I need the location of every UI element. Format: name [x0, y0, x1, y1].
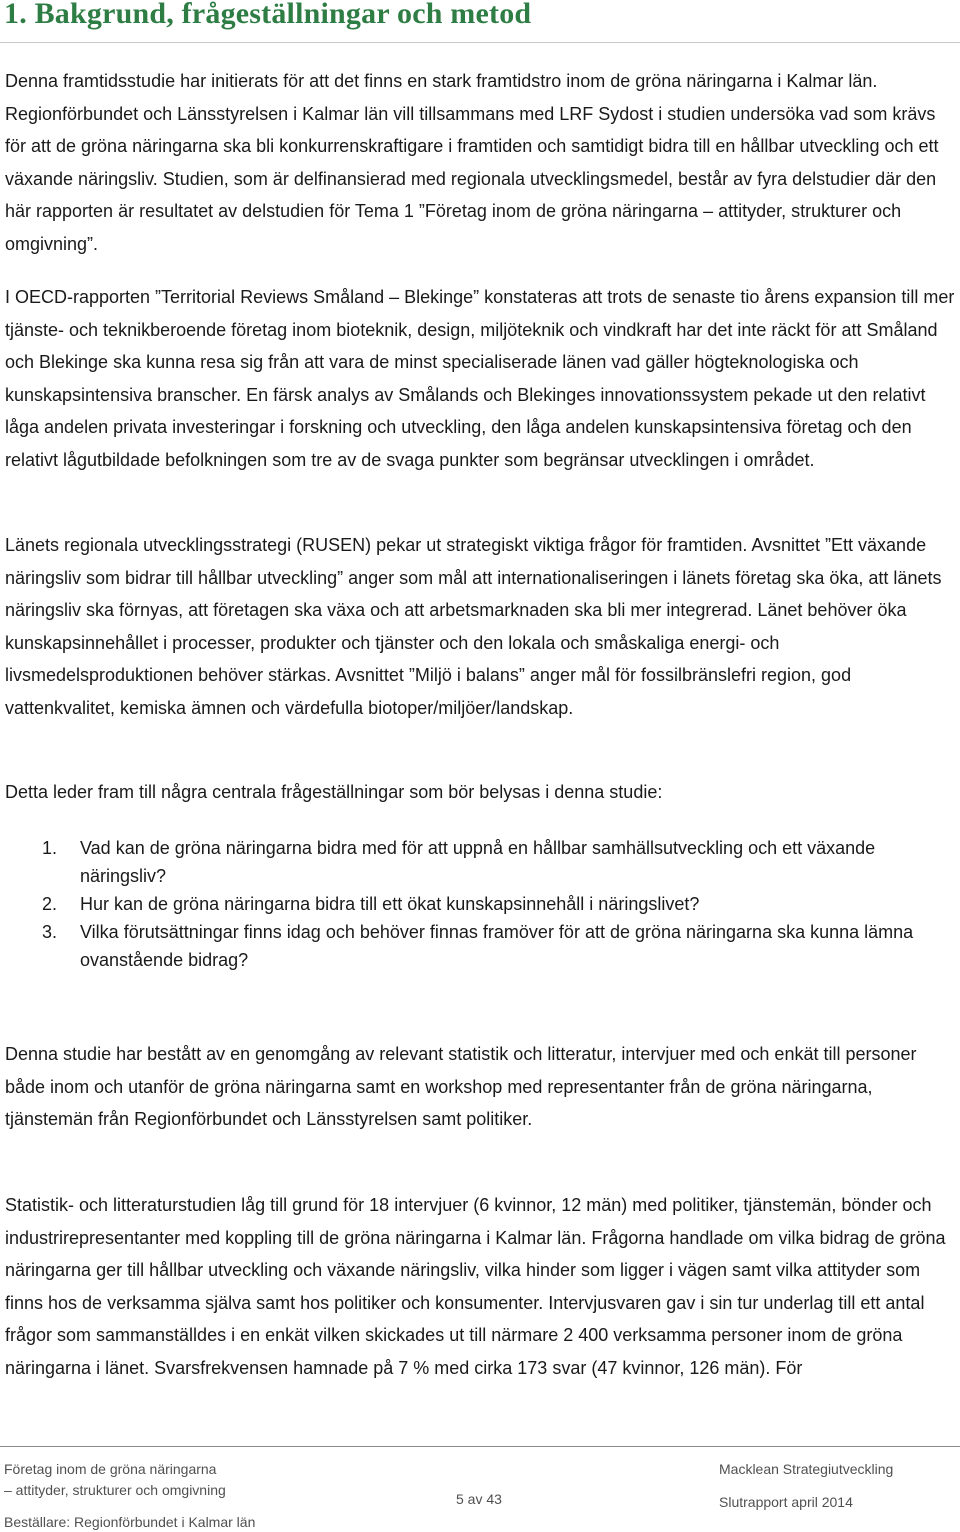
list-item — [5, 918, 959, 974]
list-item-number: 2. — [42, 894, 58, 914]
list-item — [5, 890, 959, 918]
footer-rule — [0, 1446, 960, 1447]
paragraph-questions-intro: Detta leder fram till några centrala frågeställningar som bör belysas i denna studie: — [5, 782, 663, 802]
paragraph-method: Denna studie har bestått av en genomgång av relevant statistik och litteratur, intervjuer med och enkät till personer både inom och utanför de gröna näringarna samt en workshop med representanter från de gröna näringarna, tjänstemän från Regionförbundet och Länsstyrelsen samt politiker. — [5, 1044, 917, 1129]
footer-report-title: Företag inom de gröna näringarna — [4, 1461, 217, 1477]
footer-client: Beställare: Regionförbundet i Kalmar län — [4, 1514, 256, 1530]
footer-report-date: Slutrapport april 2014 — [719, 1494, 853, 1510]
list-item-number: 1. — [42, 838, 58, 858]
list-item — [5, 834, 959, 890]
footer-report-subtitle: – attityder, strukturer och omgivning — [4, 1482, 226, 1498]
paragraph-background: Denna framtidsstudie har initierats för att det finns en stark framtidstro inom de gröna näringarna i Kalmar län. Regionförbundet och Länsstyrelsen i Kalmar län vill tillsammans med LRF Sydost i studien undersöka vad som krävs för att de gröna näringarna ska bli konkurrenskraftigare i framtiden och samtidigt bidra till en hållbar utveckling och ett växande näringsliv. Studien, som är delfinansierad med regionala utvecklingsmedel, består av fyra delstudier där den här rapporten är resultatet av delstudien för Tema 1 ”Företag inom de gröna näringarna – attityder, strukturer och omgivning”. — [5, 71, 939, 254]
research-questions-list — [5, 834, 959, 974]
list-item-text: Vilka förutsättningar finns idag och behöver finnas framöver för att de gröna näringarna ska kunna lämna ovanstående bidrag? — [80, 922, 914, 970]
footer-author: Macklean Strategiutveckling — [719, 1461, 894, 1477]
paragraph-interviews: Statistik- och litteraturstudien låg till grund för 18 intervjuer (6 kvinnor, 12 män) med politiker, tjänstemän, bönder och industrirepresentanter med koppling till de gröna näringarna i Kalmar län. Frågorna handlade om vilka bidrag de gröna näringarna ger till hållbar utveckling och växande näringsliv, vilka hinder som ligger i vägen samt vilka attityder som finns hos de verksamma själva samt hos politiker och konsumenter. Intervjusvaren gav i sin tur underlag till ett antal frågor som sammanställdes i en enkät vilken skickades ut till närmare 2 400 verksamma personer inom de gröna näringarna i länet. Svarsfrekvensen hamnade på 7 % med cirka 173 svar (47 kvinnor, 126 män). För — [5, 1195, 946, 1378]
list-item-text: Vad kan de gröna näringarna bidra med för att uppnå en hållbar samhällsutveckling och ett växande näringsliv? — [80, 838, 876, 886]
heading-rule — [0, 42, 960, 43]
list-item-text: Hur kan de gröna näringarna bidra till ett ökat kunskapsinnehåll i näringslivet? — [80, 894, 700, 914]
section-heading: 1. Bakgrund, frågeställningar och metod — [4, 0, 532, 30]
page-number: 5 av 43 — [456, 1491, 502, 1507]
paragraph-oecd: I OECD-rapporten ”Territorial Reviews Småland – Blekinge” konstateras att trots de senaste tio årens expansion till mer tjänste- och teknikberoende företag inom bioteknik, design, miljöteknik och vindkraft har det inte räckt för att Småland och Blekinge ska kunna resa sig från att vara de minst specialiserade länen vad gäller högteknologiska och kunskapsintensiva branscher. En färsk analys av Smålands och Blekinges innovationssystem pekade ut den relativt låga andelen privata investeringar i forskning och utveckling, den låga andelen kunskapsintensiva företag och den relativt lågutbildade befolkningen som tre av de svaga punkter som begränsar utvecklingen i området. — [5, 287, 955, 470]
list-item-number: 3. — [42, 922, 58, 942]
paragraph-rusen: Länets regionala utvecklingsstrategi (RUSEN) pekar ut strategiskt viktiga frågor för framtiden. Avsnittet ”Ett växande näringsliv som bidrar till hållbar utveckling” anger som mål att internationaliseringen i länets företag ska öka, att länets näringsliv ska förnyas, att företagen ska växa och att arbetsmarknaden ska bli mer integrerad. Länet behöver öka kunskapsinnehållet i processer, produkter och tjänster och den lokala och småskaliga energi- och livsmedelsproduktionen behöver stärkas. Avsnittet ”Miljö i balans” anger mål för fossilbränslefri region, god vattenkvalitet, kemiska ämnen och värdefulla biotoper/miljöer/landskap. — [5, 535, 942, 718]
